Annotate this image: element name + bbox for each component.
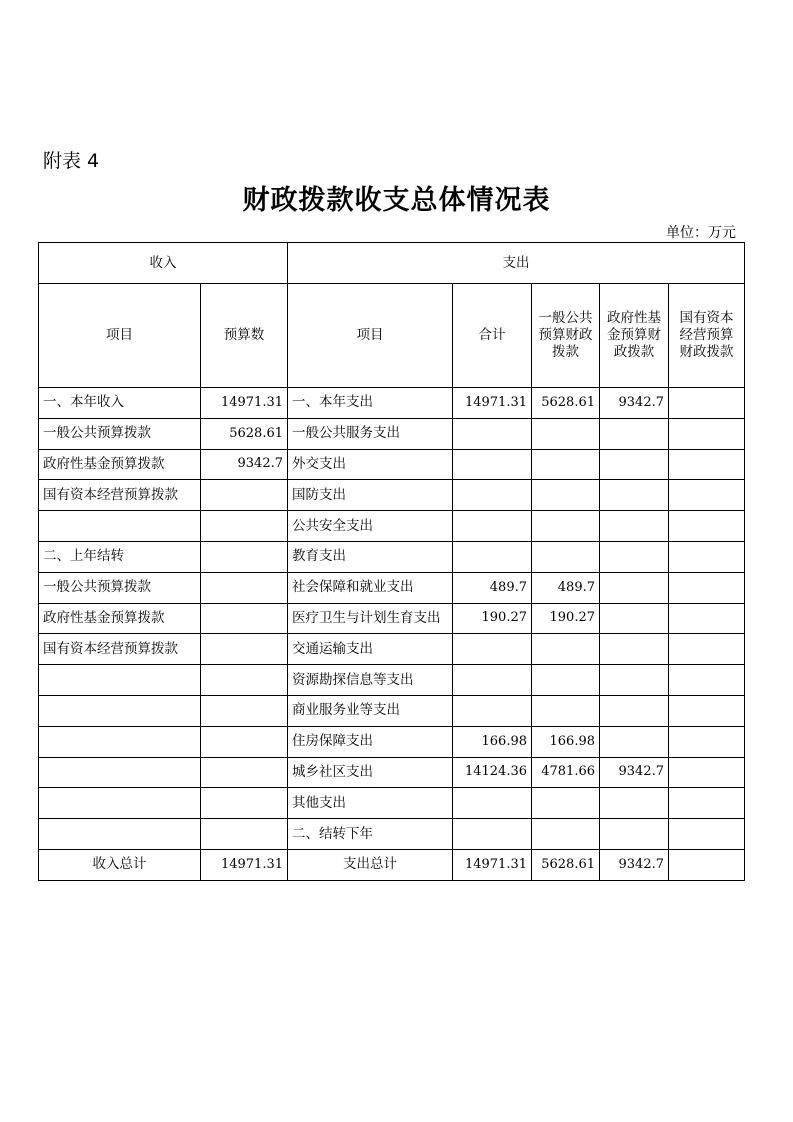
income-amount-cell: 14971.31 bbox=[201, 388, 288, 419]
fund-budget-cell bbox=[600, 726, 669, 757]
income-amount-cell bbox=[201, 819, 288, 850]
unit-label: 单位：万元 bbox=[666, 225, 736, 241]
table-row bbox=[39, 726, 745, 757]
state-capital-total bbox=[669, 849, 745, 880]
income-amount-cell bbox=[201, 665, 288, 696]
income-item-cell: 一般公共预算拨款 bbox=[39, 418, 201, 449]
general-budget-header: 一般公共预算财政拨款 bbox=[532, 284, 600, 388]
expenditure-total-cell bbox=[453, 695, 532, 726]
general-budget-cell bbox=[532, 788, 600, 819]
general-budget-cell bbox=[532, 819, 600, 850]
state-capital-cell bbox=[669, 572, 745, 603]
state-capital-cell bbox=[669, 726, 745, 757]
income-item-cell: 一般公共预算拨款 bbox=[39, 572, 201, 603]
table-row bbox=[39, 572, 745, 603]
expenditure-total-cell: 14124.36 bbox=[453, 757, 532, 788]
fund-budget-cell bbox=[600, 480, 669, 511]
state-capital-cell bbox=[669, 511, 745, 542]
income-item-header: 项目 bbox=[39, 284, 201, 388]
expenditure-item-cell: 住房保障支出 bbox=[288, 726, 453, 757]
expenditure-item-cell: 一、本年支出 bbox=[288, 388, 453, 419]
table-row bbox=[39, 511, 745, 542]
table-row bbox=[39, 819, 745, 850]
expenditure-item-cell: 交通运输支出 bbox=[288, 634, 453, 665]
fund-budget-cell bbox=[600, 541, 669, 572]
expenditure-item-cell: 社会保障和就业支出 bbox=[288, 572, 453, 603]
general-budget-cell: 4781.66 bbox=[532, 757, 600, 788]
fund-budget-cell: 9342.7 bbox=[600, 757, 669, 788]
fund-budget-cell bbox=[600, 819, 669, 850]
expenditure-item-cell: 商业服务业等支出 bbox=[288, 695, 453, 726]
fund-budget-cell bbox=[600, 665, 669, 696]
table-row bbox=[39, 757, 745, 788]
expenditure-total-cell bbox=[453, 480, 532, 511]
expenditure-total-cell bbox=[453, 449, 532, 480]
table-row bbox=[39, 665, 745, 696]
general-budget-cell bbox=[532, 541, 600, 572]
fund-budget-cell bbox=[600, 695, 669, 726]
state-capital-cell bbox=[669, 788, 745, 819]
header-row-top bbox=[39, 243, 745, 284]
income-item-cell bbox=[39, 665, 201, 696]
expenditure-item-cell: 教育支出 bbox=[288, 541, 453, 572]
general-budget-cell: 489.7 bbox=[532, 572, 600, 603]
header-row-columns bbox=[39, 284, 745, 388]
expenditure-total-cell bbox=[453, 665, 532, 696]
general-budget-total: 5628.61 bbox=[532, 849, 600, 880]
expenditure-item-cell: 其他支出 bbox=[288, 788, 453, 819]
expenditure-total-cell bbox=[453, 418, 532, 449]
general-budget-cell bbox=[532, 480, 600, 511]
income-item-cell: 政府性基金预算拨款 bbox=[39, 449, 201, 480]
attachment-label: 附表 4 bbox=[43, 150, 100, 172]
income-item-cell bbox=[39, 788, 201, 819]
expenditure-item-header: 项目 bbox=[288, 284, 453, 388]
expenditure-item-cell: 外交支出 bbox=[288, 449, 453, 480]
income-budget-header: 预算数 bbox=[201, 284, 288, 388]
income-amount-cell bbox=[201, 757, 288, 788]
fund-budget-cell bbox=[600, 572, 669, 603]
general-budget-cell bbox=[532, 665, 600, 696]
state-capital-cell bbox=[669, 695, 745, 726]
table-row bbox=[39, 788, 745, 819]
income-total-label: 收入总计 bbox=[39, 849, 201, 880]
state-capital-cell bbox=[669, 819, 745, 850]
expenditure-item-cell: 资源勘探信息等支出 bbox=[288, 665, 453, 696]
general-budget-cell bbox=[532, 449, 600, 480]
state-capital-cell bbox=[669, 665, 745, 696]
expenditure-total-header: 合计 bbox=[453, 284, 532, 388]
income-item-cell bbox=[39, 757, 201, 788]
income-amount-cell bbox=[201, 788, 288, 819]
expenditure-item-cell: 二、结转下年 bbox=[288, 819, 453, 850]
expenditure-total-label: 支出总计 bbox=[288, 849, 453, 880]
page-title: 财政拨款收支总体情况表 bbox=[242, 185, 551, 216]
table-row bbox=[39, 388, 745, 419]
income-amount-cell bbox=[201, 480, 288, 511]
fund-budget-cell bbox=[600, 788, 669, 819]
fund-budget-header: 政府性基金预算财政拨款 bbox=[600, 284, 669, 388]
expenditure-item-cell: 公共安全支出 bbox=[288, 511, 453, 542]
expenditure-total-cell: 14971.31 bbox=[453, 388, 532, 419]
state-capital-cell bbox=[669, 634, 745, 665]
income-item-cell: 国有资本经营预算拨款 bbox=[39, 480, 201, 511]
income-amount-cell bbox=[201, 572, 288, 603]
expenditure-item-cell: 国防支出 bbox=[288, 480, 453, 511]
income-total-amount: 14971.31 bbox=[201, 849, 288, 880]
income-item-cell bbox=[39, 695, 201, 726]
income-amount-cell bbox=[201, 634, 288, 665]
expenditure-header: 支出 bbox=[288, 243, 745, 284]
expenditure-total-cell bbox=[453, 511, 532, 542]
fund-budget-cell bbox=[600, 603, 669, 634]
state-capital-cell bbox=[669, 418, 745, 449]
general-budget-cell bbox=[532, 634, 600, 665]
fund-budget-cell: 9342.7 bbox=[600, 388, 669, 419]
fund-budget-cell bbox=[600, 449, 669, 480]
income-amount-cell: 5628.61 bbox=[201, 418, 288, 449]
income-amount-cell bbox=[201, 511, 288, 542]
income-item-cell bbox=[39, 511, 201, 542]
expenditure-grand-total: 14971.31 bbox=[453, 849, 532, 880]
expenditure-item-cell: 城乡社区支出 bbox=[288, 757, 453, 788]
expenditure-total-cell bbox=[453, 788, 532, 819]
general-budget-cell: 190.27 bbox=[532, 603, 600, 634]
table-row bbox=[39, 603, 745, 634]
expenditure-total-cell bbox=[453, 541, 532, 572]
expenditure-total-cell bbox=[453, 634, 532, 665]
state-capital-cell bbox=[669, 541, 745, 572]
general-budget-cell bbox=[532, 418, 600, 449]
expenditure-total-cell bbox=[453, 819, 532, 850]
general-budget-cell: 5628.61 bbox=[532, 388, 600, 419]
state-capital-cell bbox=[669, 757, 745, 788]
expenditure-total-cell: 489.7 bbox=[453, 572, 532, 603]
income-amount-cell bbox=[201, 726, 288, 757]
expenditure-total-cell: 190.27 bbox=[453, 603, 532, 634]
income-amount-cell bbox=[201, 603, 288, 634]
budget-table bbox=[38, 242, 745, 881]
state-capital-header: 国有资本经营预算财政拨款 bbox=[669, 284, 745, 388]
table-row bbox=[39, 634, 745, 665]
income-header: 收入 bbox=[39, 243, 288, 284]
table-row bbox=[39, 695, 745, 726]
income-amount-cell bbox=[201, 541, 288, 572]
fund-budget-total: 9342.7 bbox=[600, 849, 669, 880]
table-row bbox=[39, 541, 745, 572]
table-row bbox=[39, 449, 745, 480]
table-row bbox=[39, 418, 745, 449]
totals-row bbox=[39, 849, 745, 880]
income-item-cell: 二、上年结转 bbox=[39, 541, 201, 572]
general-budget-cell bbox=[532, 511, 600, 542]
income-item-cell bbox=[39, 819, 201, 850]
income-item-cell: 政府性基金预算拨款 bbox=[39, 603, 201, 634]
state-capital-cell bbox=[669, 480, 745, 511]
state-capital-cell bbox=[669, 603, 745, 634]
state-capital-cell bbox=[669, 388, 745, 419]
expenditure-total-cell: 166.98 bbox=[453, 726, 532, 757]
income-item-cell: 一、本年收入 bbox=[39, 388, 201, 419]
income-amount-cell bbox=[201, 695, 288, 726]
table-row bbox=[39, 480, 745, 511]
income-item-cell: 国有资本经营预算拨款 bbox=[39, 634, 201, 665]
fund-budget-cell bbox=[600, 511, 669, 542]
income-amount-cell: 9342.7 bbox=[201, 449, 288, 480]
general-budget-cell bbox=[532, 695, 600, 726]
expenditure-item-cell: 一般公共服务支出 bbox=[288, 418, 453, 449]
state-capital-cell bbox=[669, 449, 745, 480]
income-item-cell bbox=[39, 726, 201, 757]
expenditure-item-cell: 医疗卫生与计划生育支出 bbox=[288, 603, 453, 634]
fund-budget-cell bbox=[600, 634, 669, 665]
general-budget-cell: 166.98 bbox=[532, 726, 600, 757]
fund-budget-cell bbox=[600, 418, 669, 449]
